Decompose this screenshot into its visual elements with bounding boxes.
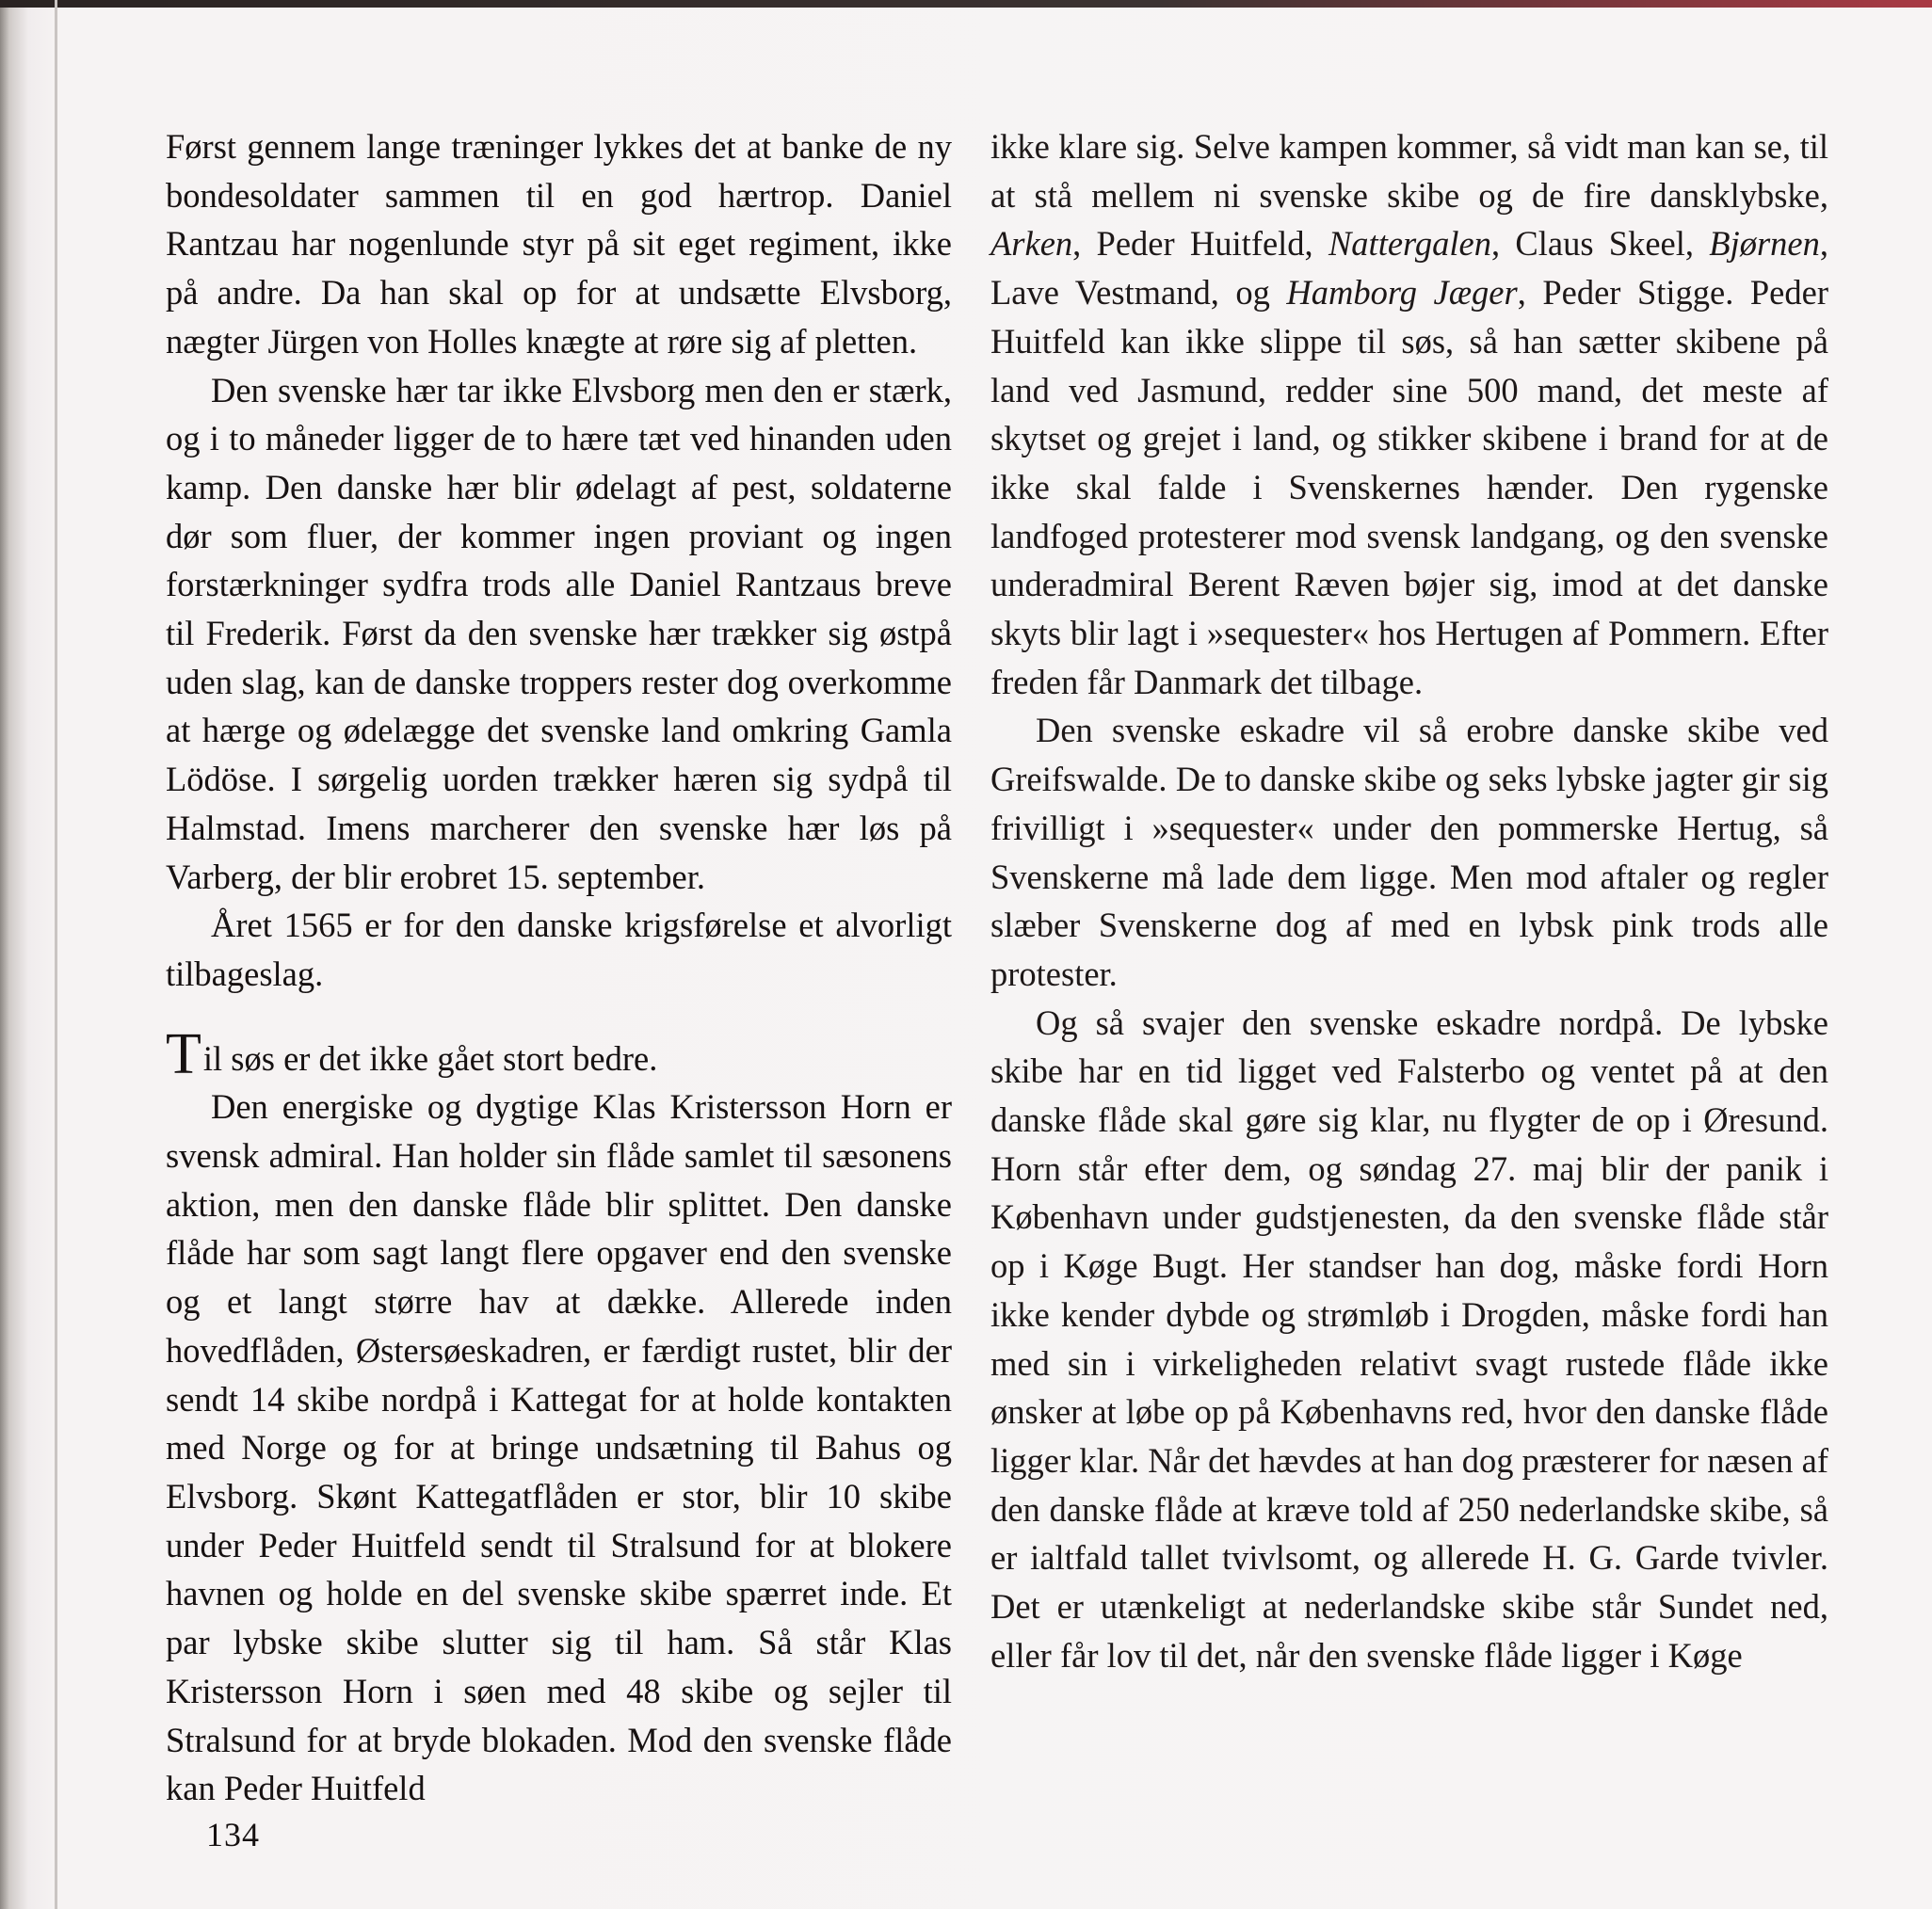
ship-name: Hamborg Jæger [1286, 273, 1518, 313]
section-opening [166, 1021, 952, 1086]
ship-name: Nattergalen [1328, 224, 1491, 264]
paragraph: Året 1565 er for den danske krigsførelse et alvorligt tilbageslag. [166, 906, 952, 993]
paragraph: Den svenske hær tar ikke Elvsborg men den er stærk, og i to måneder ligger de to hære tæt ved hinanden uden kamp. Den danske hær blir ødelagt af pest, soldaterne dør som fluer, der kommer ingen proviant og ingen forstærkninger sydfra trods alle Daniel Rantzaus breve til Frederik. Først da den svenske hær trækker sig østpå uden slag, kan de danske troppers rester dog overkomme at hærge og ødelægge det svenske land omkring Gamla Lödöse. I sørgelig uorden trækker hæren sig sydpå til Halmstad. Imens marcherer den svenske hær løs på Varberg, der blir erobret 15. september. [166, 370, 952, 896]
drop-cap: T [166, 1021, 201, 1086]
text-run: , Lave Vestmand, og [990, 224, 1828, 313]
page-number: 134 [206, 1816, 260, 1853]
text-run: , Peder Huitfeld, [1072, 224, 1328, 264]
paragraph [990, 122, 1828, 706]
text-run: , Peder Stigge. Peder Huitfeld kan ikke slippe til søs, så han sætter skibene på land ved Jasmund, redder sine 500 mand, det meste af skytset og grejet i land, og stikker skibene i brand for at de ikke skal falde i Svenskernes hænder. Den rygenske landfoged protesterer mod svensk landgang, og den svenske underadmiral Berent Ræven bøjer sig, imod at det danske skyts blir lagt i »sequester« hos Hertugen af Pommern. Efter freden får Danmark det tilbage. [990, 273, 1828, 701]
book-gutter [55, 0, 57, 1909]
text-run: ikke klare sig. Selve kampen kommer, så vidt man kan se, til at stå mellem ni svenske skibe og de fire dansklybske, [990, 127, 1828, 215]
section-opening-text: il søs er det ikke gået stort bedre. [202, 1038, 658, 1078]
ship-name: Arken [990, 224, 1073, 264]
ship-name: Bjørnen [1709, 224, 1820, 264]
right-text-column [990, 122, 1828, 1680]
book-top-edge [0, 0, 1932, 8]
paragraph: Først gennem lange træninger lykkes det at banke de ny bondesoldater sammen til en god hærtrop. Daniel Rantzau har nogenlunde styr på sit eget regiment, ikke på andre. Da han skal op for at undsætte Elvsborg, nægter Jürgen von Holles knægte at røre sig af pletten. [166, 127, 952, 361]
paragraph: Den energiske og dygtige Klas Kristersson Horn er svensk admiral. Han holder sin flåde samlet til sæsonens aktion, men den danske flåde blir splittet. Den danske flåde har som sagt langt flere opgaver end den svenske og et langt større hav at dække. Allerede inden hovedflåden, Østersøeskadren, er færdigt rustet, blir der sendt 14 skibe nordpå i Kattegat for at holde kontakten med Norge og for at bringe undsætning til Bahus og Elvsborg. Skønt Kattegatflåden er stor, blir 10 skibe under Peder Huitfeld sendt til Stralsund for at blokere havnen og holde en del svenske skibe spærret inde. Et par lybske skibe slutter sig til ham. Så står Klas Kristersson Horn i søen med 48 skibe og sejler til Stralsund for at bryde blokaden. Mod den svenske flåde kan Peder Huitfeld [166, 1087, 952, 1808]
text-run: , Claus Skeel, [1490, 224, 1710, 264]
left-text-column [166, 122, 952, 1813]
paragraph: Den svenske eskadre vil så erobre danske skibe ved Greifswalde. De to danske skibe og seks lybske jagter gir sig frivilligt i »sequester« under den pommerske Hertug, så Svenskerne må lade dem ligge. Men mod aftaler og regler slæber Svenskerne dog af med en lybsk pink trods alle protester. [990, 711, 1828, 993]
paragraph: Og så svajer den svenske eskadre nordpå. De lybske skibe har en tid ligget ved Falsterbo og ventet på at den danske flåde skal gøre sig klar, nu flygter de op i Øresund. Horn står efter dem, og søndag 27. maj blir der panik i København under gudstjenesten, da den svenske flåde står op i Køge Bugt. Her standser han dog, måske fordi Horn ikke kender dybde og strømløb i Drogden, måske fordi han med sin i virkeligheden relativt svagt rustede flåde ikke ønsker at løbe op på Københavns red, hvor den danske flåde ligger klar. Når det hævdes at han dog præsterer for næsen af den danske flåde at kræve told af 250 nederlandske skibe, så er ialtfald tallet tvivlsomt, og allerede H. G. Garde tvivler. Det er utænkeligt at nederlandske skibe står Sundet ned, eller får lov til det, når den svenske flåde ligger i Køge [990, 1003, 1828, 1675]
